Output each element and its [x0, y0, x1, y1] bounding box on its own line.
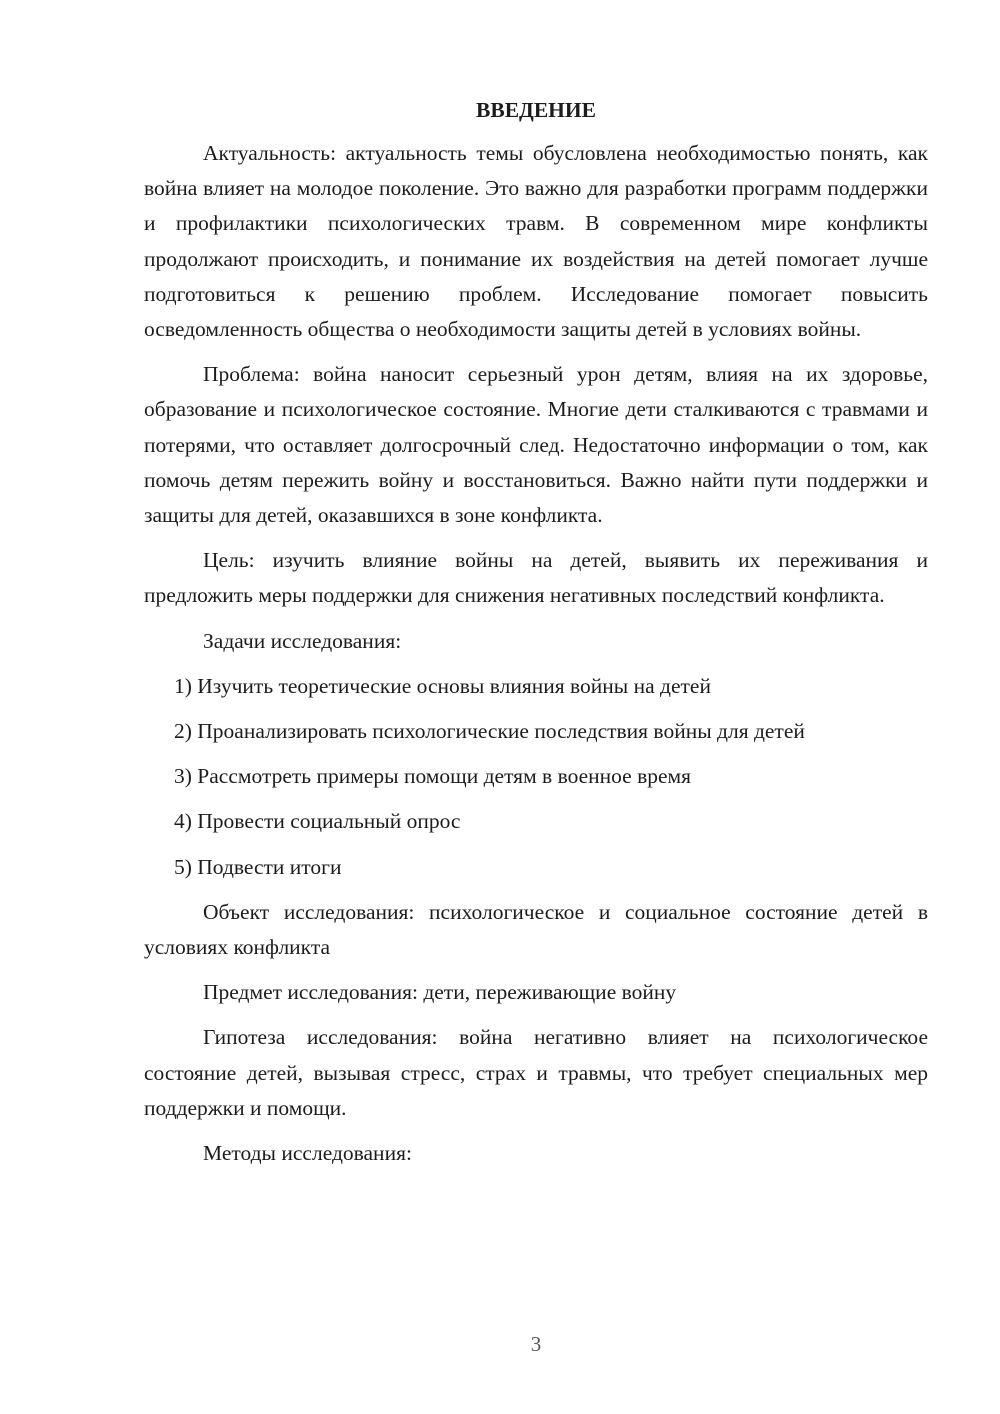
subject-paragraph: Предмет исследования: дети, переживающие войну: [203, 980, 677, 1005]
task-list: [144, 669, 928, 885]
task-item: 2) Проанализировать психологические последствия войны для детей: [174, 719, 805, 744]
task-item: 5) Подвести итоги: [174, 854, 342, 879]
document-page: [144, 92, 928, 1181]
object-paragraph: Объект исследования: психологическое и социальное состояние детей в условиях конфликта: [144, 899, 928, 960]
section-title: ВВЕДЕНИЕ: [476, 98, 596, 122]
task-item: 3) Рассмотреть примеры помощи детям в военное время: [174, 764, 692, 789]
methods-paragraph: Методы исследования:: [203, 1141, 412, 1166]
relevance-paragraph: Актуальность: актуальность темы обусловлена необходимостью понять, как война влияет на молодое поколение. Это важно для разработки программ поддержки и профилактики психологических травм. В современном мире конфликты продолжают происходить, и понимание их воздействия на детей помогает лучше подготовиться к решению проблем. Исследование помогает повысить осведомленность общества о необходимости защиты детей в условиях войны.: [144, 141, 928, 342]
hypothesis-paragraph: Гипотеза исследования: война негативно влияет на психологическое состояние детей, вызывая стресс, страх и травмы, что требует специальных мер поддержки и помощи.: [144, 1025, 928, 1120]
page-number: 3: [530, 1332, 542, 1356]
problem-paragraph: Проблема: война наносит серьезный урон детям, влияя на их здоровье, образование и психологическое состояние. Многие дети сталкиваются с травмами и потерями, что оставляет долгосрочный след. Недостаточно информации о том, как помочь детям пережить войну и восстановиться. Важно найти пути поддержки и защиты для детей, оказавшихся в зоне конфликта.: [144, 362, 928, 528]
task-item: 4) Провести социальный опрос: [174, 809, 461, 834]
task-item: 1) Изучить теоретические основы влияния войны на детей: [174, 673, 711, 698]
goal-paragraph: Цель: изучить влияние войны на детей, выявить их переживания и предложить меры поддержки для снижения негативных последствий конфликта.: [144, 548, 928, 608]
tasks-heading: Задачи исследования:: [203, 628, 402, 653]
